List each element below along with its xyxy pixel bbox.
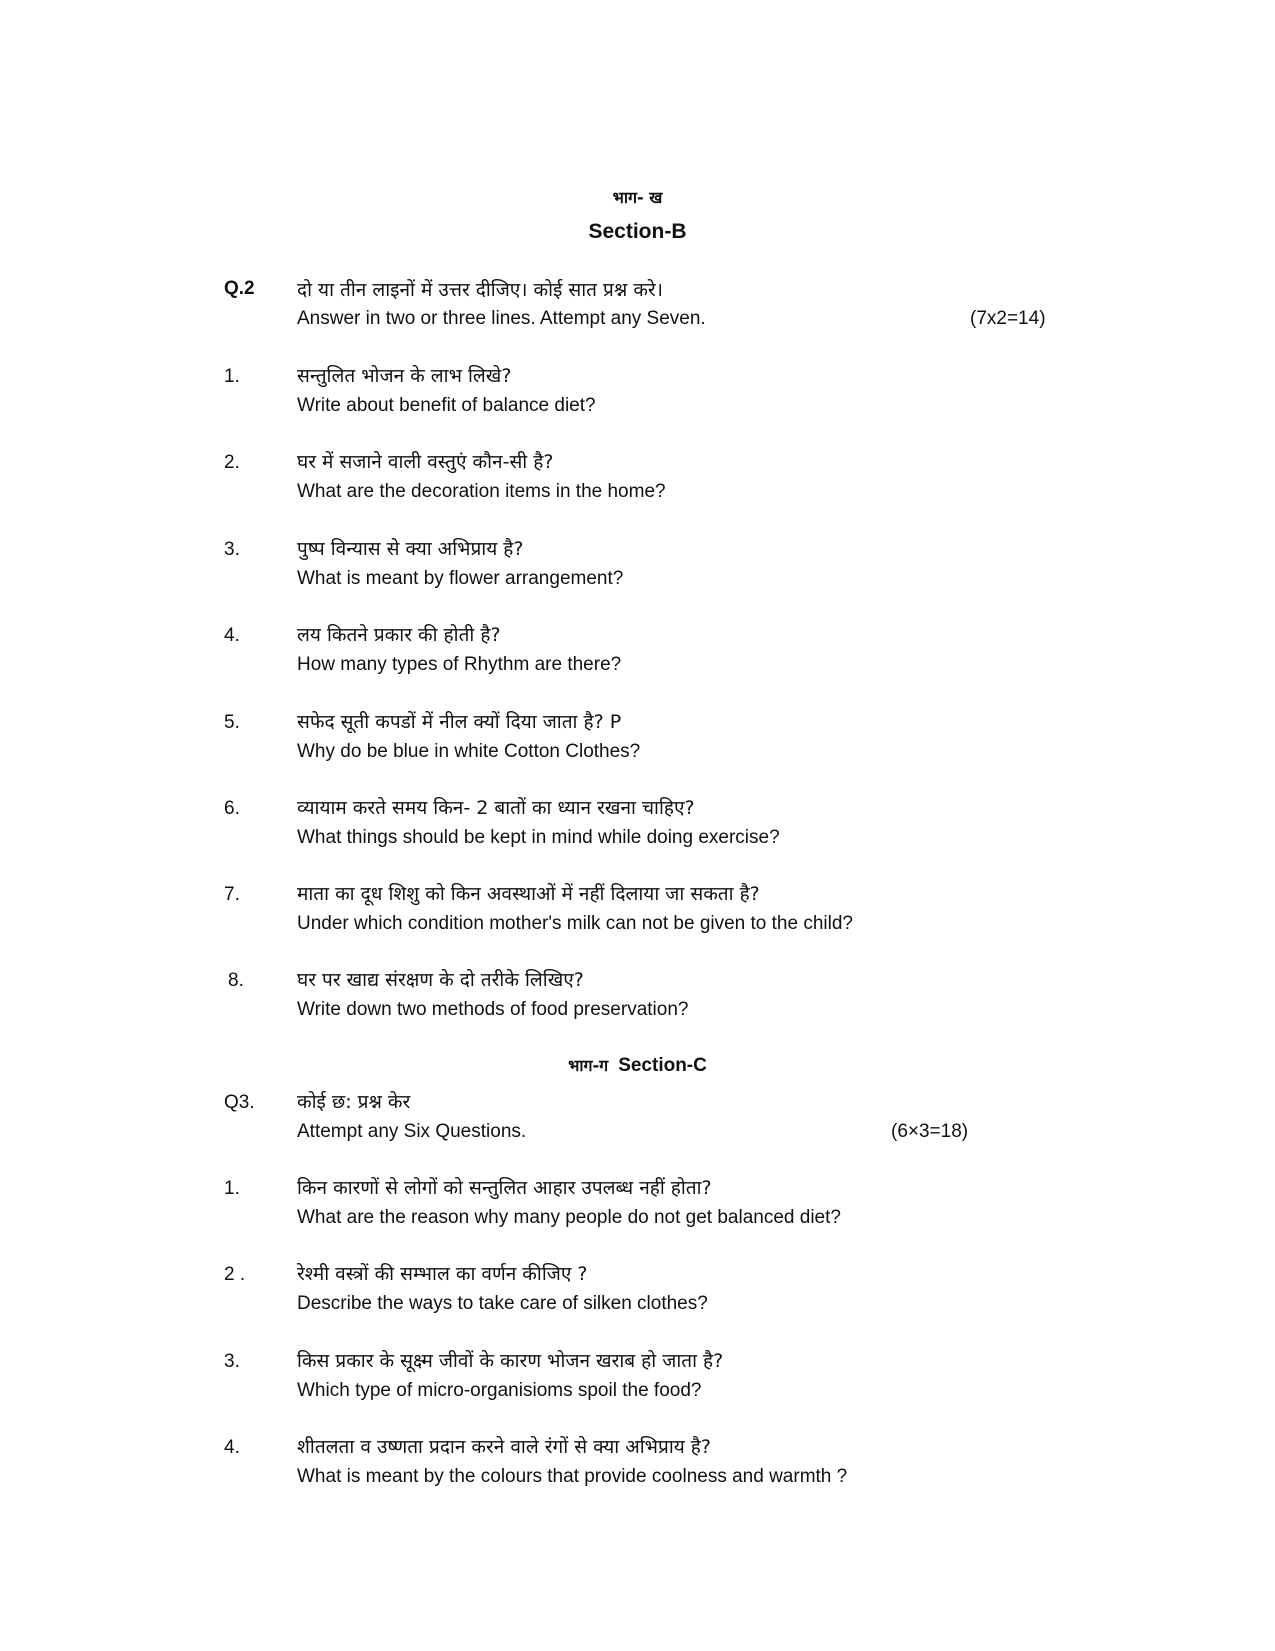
q2-item-hindi: घर पर खाद्य संरक्षण के दो तरीके लिखिए? (297, 969, 584, 991)
q2-item-hindi: पुष्प विन्यास से क्या अभिप्राय है? (297, 538, 524, 560)
q3-instruction-english: Attempt any Six Questions. (297, 1121, 527, 1142)
section-b-heading: Section-B (588, 220, 687, 243)
q2-item-hindi: सन्तुलित भोजन के लाभ लिखे? (297, 365, 512, 387)
q3-item-number: 4. (224, 1437, 240, 1458)
q3-item-number: 1. (224, 1178, 240, 1199)
q2-item-english: What things should be kept in mind while doing exercise? (297, 827, 780, 848)
q2-item-english: What are the decoration items in the home? (297, 481, 666, 502)
q3-item-english: What is meant by the colours that provide coolness and warmth ? (297, 1466, 848, 1487)
q2-item-number: 8. (228, 970, 244, 991)
section-c-heading-english: Section-C (618, 1055, 707, 1076)
q3-item-hindi: किस प्रकार के सूक्ष्म जीवों के कारण भोजन खराब हो जाता है? (297, 1350, 724, 1372)
q2-item-number: 7. (224, 884, 240, 905)
q2-marks: (7x2=14) (970, 308, 1046, 329)
q2-item-number: 1. (224, 366, 240, 387)
q2-instruction-english: Answer in two or three lines. Attempt any Seven. (297, 308, 706, 329)
q3-item-hindi: रेश्मी वस्त्रों की सम्भाल का वर्णन कीजिए ? (297, 1263, 588, 1285)
q2-item-hindi: घर में सजाने वाली वस्तुएं कौन-सी है? (297, 451, 554, 473)
q3-item-hindi: शीतलता व उष्णता प्रदान करने वाले रंगों से क्या अभिप्राय है? (297, 1436, 711, 1458)
q2-item-english: Write down two methods of food preservation? (297, 999, 689, 1020)
q2-item-number: 6. (224, 798, 240, 819)
q2-item-hindi: माता का दूध शिशु को किन अवस्थाओं में नहीं दिलाया जा सकता है? (297, 883, 760, 905)
q2-item-number: 4. (224, 625, 240, 646)
q3-item-number: 3. (224, 1351, 240, 1372)
q3-item-hindi: किन कारणों से लोगों को सन्तुलित आहार उपलब्ध नहीं होता? (297, 1177, 712, 1199)
section-c-heading (0, 1054, 1275, 1077)
q2-item-english: Under which condition mother's milk can not be given to the child? (297, 913, 853, 934)
section-c-heading-hindi: भाग-ग (568, 1056, 609, 1075)
q2-item-english: Write about benefit of balance diet? (297, 395, 596, 416)
q3-instruction-hindi: कोई छ: प्रश्न केर (297, 1091, 411, 1113)
q2-number: Q.2 (224, 278, 255, 299)
q2-item-number: 3. (224, 539, 240, 560)
q2-item-number: 5. (224, 712, 240, 733)
q2-item-hindi: लय कितने प्रकार की होती है? (297, 624, 501, 646)
q2-item-english: Why do be blue in white Cotton Clothes? (297, 741, 641, 762)
q2-item-number: 2. (224, 452, 240, 473)
q3-item-number: 2 . (224, 1264, 246, 1285)
q3-item-english: Which type of micro-organisioms spoil the food? (297, 1380, 702, 1401)
q3-item-english: What are the reason why many people do not get balanced diet? (297, 1207, 841, 1228)
q2-item-hindi: व्यायाम करते समय किन- 2 बातों का ध्यान रखना चाहिए? (297, 797, 695, 819)
q3-marks: (6×3=18) (891, 1121, 969, 1142)
q2-instruction-hindi: दो या तीन लाइनों में उत्तर दीजिए। कोई सात प्रश्न करे। (297, 279, 663, 301)
q2-item-english: What is meant by flower arrangement? (297, 568, 624, 589)
q2-item-english: How many types of Rhythm are there? (297, 654, 622, 675)
q3-item-english: Describe the ways to take care of silken clothes? (297, 1293, 708, 1314)
section-b-heading-hindi: भाग- ख (612, 188, 663, 207)
q3-number: Q3. (224, 1092, 255, 1113)
q2-item-hindi: सफेद सूती कपडों में नील क्यों दिया जाता है? P (297, 711, 622, 733)
